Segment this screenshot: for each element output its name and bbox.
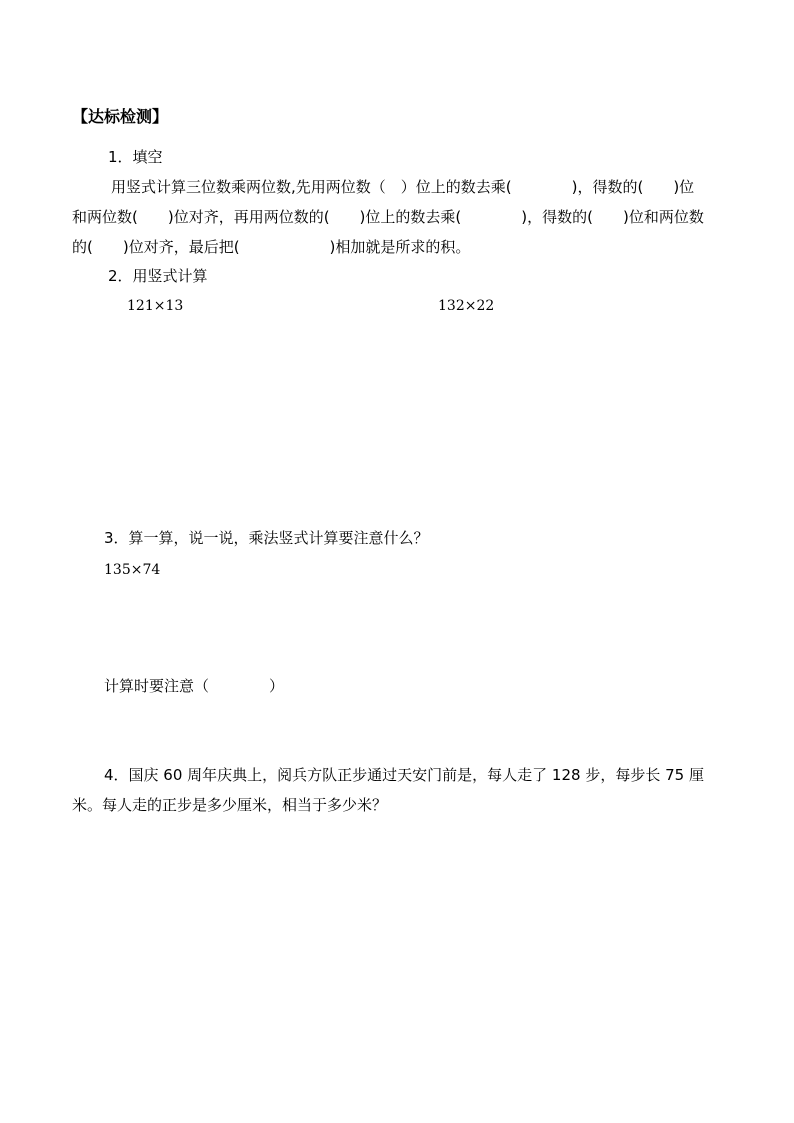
q2-expression-2: 132×22 bbox=[438, 298, 495, 314]
q1-text-line2: 和两位数( )位对齐，再用两位数的( )位上的数去乘( )，得数的( )位和两位数 bbox=[72, 208, 704, 226]
q3-label: 3．算一算，说一说，乘法竖式计算要注意什么？ bbox=[104, 529, 429, 547]
section-title: 【达标检测】 bbox=[72, 107, 169, 126]
q3-expression: 135×74 bbox=[104, 562, 161, 578]
q1-label: 1．填空 bbox=[108, 148, 163, 166]
q4-text-line2: 米。每人走的正步是多少厘米，相当于多少米？ bbox=[72, 796, 388, 814]
q1-text-line1: 用竖式计算三位数乘两位数,先用两位数（ ）位上的数去乘( )，得数的( )位 bbox=[111, 178, 695, 196]
q3-note: 计算时要注意（ ） bbox=[104, 677, 285, 695]
q4-text-line1: 4．国庆 60 周年庆典上，阅兵方队正步通过天安门前是，每人走了 128 步，每步长 75 厘 bbox=[104, 766, 704, 784]
q2-label: 2．用竖式计算 bbox=[108, 267, 208, 285]
q1-text-line3: 的( )位对齐，最后把( )相加就是所求的积。 bbox=[72, 238, 471, 256]
q2-expression-1: 121×13 bbox=[127, 298, 184, 314]
